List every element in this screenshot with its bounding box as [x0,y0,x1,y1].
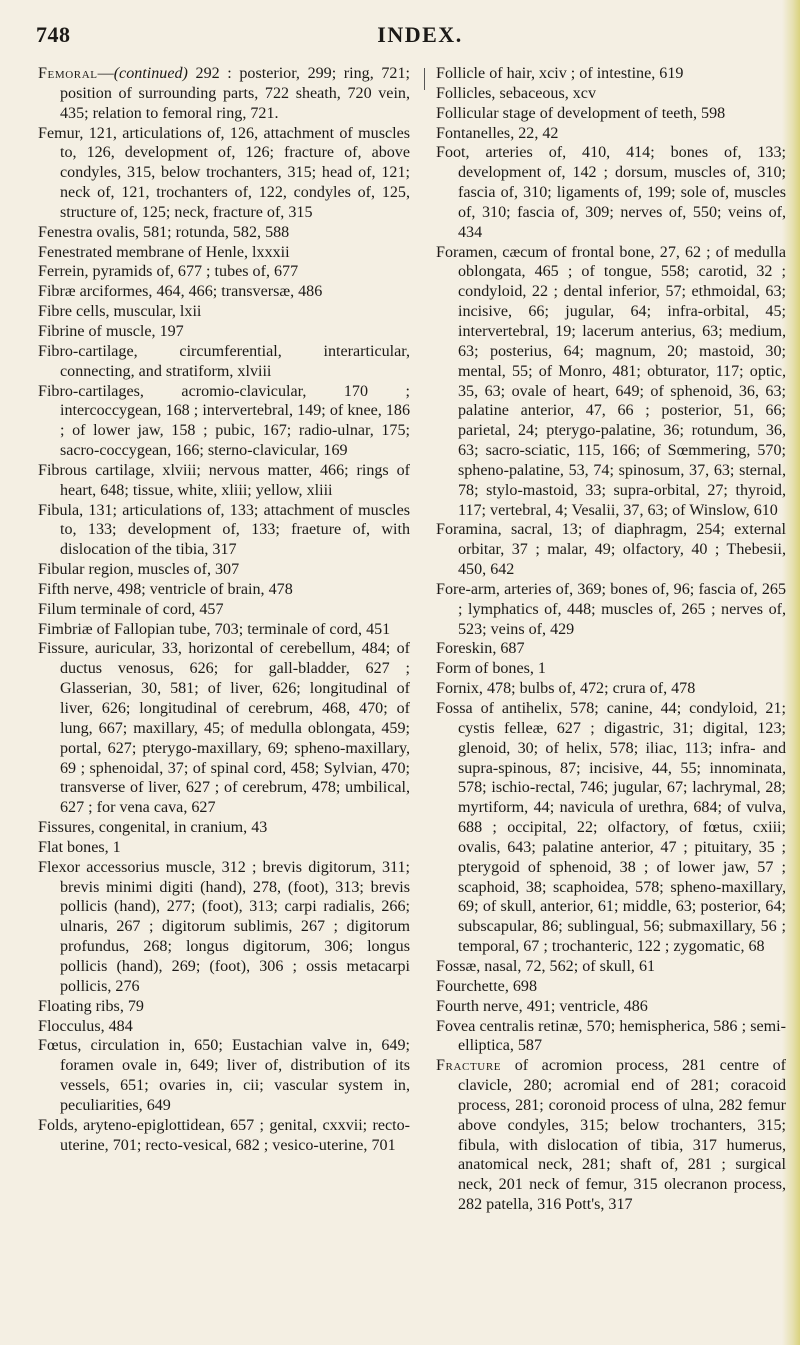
index-entry: Fibræ arciformes, 464, 466; transversæ, 486 [38,283,323,301]
index-entry: Foramina, sacral, 13; of diaphragm, 254; external orbitar, 37 ; malar, 49; olfactory, 40 ; Thebesii, 450, 642 [436,521,786,579]
index-entry: Fenestrated membrane of Henle, lxxxii [38,243,290,261]
index-entry: Fibrine of muscle, 197 [38,322,184,340]
running-head: INDEX. [377,22,463,47]
index-entry: Fontanelles, 22, 42 [436,124,559,142]
index-entry: Fornix, 478; bulbs of, 472; crura of, 478 [436,680,696,698]
index-entry: Ferrein, pyramids of, 677 ; tubes of, 677 [38,263,299,281]
index-entry: Foramen, cæcum of frontal bone, 27, 62 ; of medulla oblongata, 465 ; of tongue, 558; carotid, 32 ; condyloid, 22 ; dental inferior, 57; ethmoidal, 63; incisive, 66; jugular, 64; infra-orbital, 45; intervertebral, 19; lacerum anterius, 63; medium, 63; posterius, 64; magnum, 20; mastoid, 30; mental, 55; of Monro, 481; obturator, 117; optic, 35, 63; ovale of heart, 649; of sphenoid, 36, 63; palatine anterior, 47, 66 ; posterior, 51, 66; parietal, 24; pterygo-palatine, 36; rotundum, 36, 63; sacro-sciatic, 115, 166; of Sœmmering, 570; spheno-palatine, 53, 74; spinosum, 37, 63; sternal, 78; stylo-mastoid, 33; supra-orbital, 27; thyroid, 117; vertebral, 4; Vesalii, 37, 63; of Winslow, 610 [436,243,786,519]
index-entry: Fissures, congenital, in cranium, 43 [38,819,268,837]
index-entry: Flat bones, 1 [38,838,121,856]
index-entry: Fœtus, circulation in, 650; Eustachian valve in, 649; foramen ovale in, 649; liver of, distribution of its vessels, 651; ovaries in, cii; vascular system in, peculiarities, 649 [38,1037,410,1114]
index-entry-fracture [436,1056,786,1215]
index-entry: Form of bones, 1 [436,660,546,678]
index-entry: Fibular region, muscles of, 307 [38,561,240,579]
index-entry: Fourchette, 698 [436,977,538,995]
entry-heading: Fracture [436,1057,502,1075]
entry-text: of acromion process, 281 centre of clavicle, 280; acromial end of 281; coracoid process, 281; coronoid process of ulna, 282 femur above condyles, 315; below trochanters, 315; fibula, with dislocation of tibia, 317 humerus, anatomical neck, 281; shaft of, 281 ; surgical neck, 201 neck of femur, 315 olecranon process, 282 patella, 316 Pott's, 317 [458,1057,786,1214]
index-entry: Follicular stage of development of teeth, 598 [436,104,726,122]
column-rule [424,68,425,90]
index-entry: Fissure, auricular, 33, horizontal of cerebellum, 484; of ductus venosus, 626; for gall-bladder, 627 ; Glasserian, 30, 581; of liver, 626; longitudinal of liver, 626; longitudinal of cerebrum, 468, 470; of lung, 667; maxillary, 45; of medulla oblongata, 459; portal, 627; pterygo-maxillary, 69; spheno-maxillary, 69 ; sphenoidal, 37; of spinal cord, 458; Sylvian, 470; transverse of liver, 627 ; of cerebrum, 478; umbilical, 627 ; for vena cava, 627 [38,640,410,817]
index-entry: Fossæ, nasal, 72, 562; of skull, 61 [436,957,656,975]
index-entry: Foreskin, 687 [436,640,525,658]
index-entry: Fourth nerve, 491; ventricle, 486 [436,997,648,1015]
index-entry: Fore-arm, arteries of, 369; bones of, 96; fascia of, 265 ; lymphatics of, 448; muscles of, 265 ; nerves of, 523; veins of, 429 [436,580,786,638]
index-entry-femoral: Femoral—(continued) 292 : posterior, 299; ring, 721; position of surrounding parts, 722 sheath, 720 vein, 435; relation to femoral ring, 721. [38,65,410,122]
index-entry: Fenestra ovalis, 581; rotunda, 582, 588 [38,223,290,241]
index-entry: Folds, aryteno-epiglottidean, 657 ; genital, cxxvii; recto-uterine, 701; recto-vesical, 682 ; vesico-uterine, 701 [38,1116,410,1154]
index-entry: Fovea centralis retinæ, 570; hemispherica, 586 ; semi-elliptica, 587 [436,1017,786,1055]
index-entry: Fibre cells, muscular, lxii [38,303,202,321]
index-entry: Follicle of hair, xciv ; of intestine, 619 [436,65,684,82]
index-entry: Fibula, 131; articulations of, 133; attachment of muscles to, 133; development of, 133; fraeture of, with dislocation of the tibia, 317 [38,501,410,559]
index-entry: Filum terminale of cord, 457 [38,600,224,618]
entry-text: 292 : posterior, 299; ring, 721; position of surrounding parts, 722 sheath, 720 vein, 435; relation to femoral ring, 721. [60,65,410,122]
index-entry: Foot, arteries of, 410, 414; bones of, 133; development of, 142 ; dorsum, muscles of, 310; fascia of, 310; ligaments of, 199; sole of, muscles of, 310; fascia of, 309; nerves of, 550; veins of, 434 [436,144,786,241]
left-column [38,64,410,1155]
index-entry: Flocculus, 484 [38,1017,133,1035]
index-entry: Flexor accessorius muscle, 312 ; brevis digitorum, 311; brevis minimi digiti (hand), 278, (foot), 313; brevis pollicis (hand), 277; (foot), 313; carpi radialis, 266; ulnaris, 267 ; digitorum sublimis, 267 ; digitorum profundus, 268; longus digitorum, 306; longus pollicis (hand), 269; (foot), 306 ; ossis metacarpi pollicis, 276 [38,858,410,995]
page-header [0,22,800,62]
index-entry: Floating ribs, 79 [38,997,144,1015]
entry-heading: Femoral [38,65,98,82]
index-entry: Fibrous cartilage, xlviii; nervous matter, 466; rings of heart, 648; tissue, white, xliii; yellow, xliii [38,461,410,499]
right-column [436,64,786,1215]
index-entry: Femur, 121, articulations of, 126, attachment of muscles to, 126, development of, 126; fracture of, above condyles, 315, below trochanters, 315; head of, 121; neck of, 121, trochanters of, 122, condyles of, 125, structure of, 125; neck, fracture of, 315 [38,124,410,221]
index-entry: Follicles, sebaceous, xcv [436,84,597,102]
index-entry: Fibro-cartilage, circumferential, interarticular, connecting, and stratiform, xlviii [38,342,410,380]
index-entry: Fifth nerve, 498; ventricle of brain, 478 [38,580,293,598]
index-entry: Fossa of antihelix, 578; canine, 44; condyloid, 21; cystis felleæ, 627 ; digastric, 31; digital, 123; glenoid, 30; of helix, 578; iliac, 113; infra- and supra-spinous, 87; incisive, 44, 55; innominata, 578; ischio-rectal, 746; jugular, 67; lachrymal, 28; myrtiform, 44; navicula of urethra, 684; of vulva, 688 ; occipital, 22; olfactory, of fœtus, cxiii; ovalis, 643; palatine anterior, 47 ; pituitary, 35 ; pterygoid of sphenoid, 38 ; of lower jaw, 57 ; scaphoid, 38; scaphoidea, 578; spheno-maxillary, 69; of skull, anterior, 61; middle, 63; posterior, 64; subscapular, 86; sublingual, 56; submaxillary, 56 ; temporal, 67 ; trochanteric, 122 ; zygomatic, 68 [436,700,786,956]
page-number: 748 [36,22,71,47]
index-entry: Fimbriæ of Fallopian tube, 703; terminale of cord, 451 [38,620,391,638]
index-entry: Fibro-cartilages, acromio-clavicular, 170 ; intercoccygean, 168 ; intervertebral, 149; of knee, 186 ; of lower jaw, 158 ; pubic, 167; radio-ulnar, 175; sacro-coccygean, 166; sterno-clavicular, 169 [38,382,410,460]
left-entries [38,124,410,1156]
continued-label: (continued) [113,65,188,82]
